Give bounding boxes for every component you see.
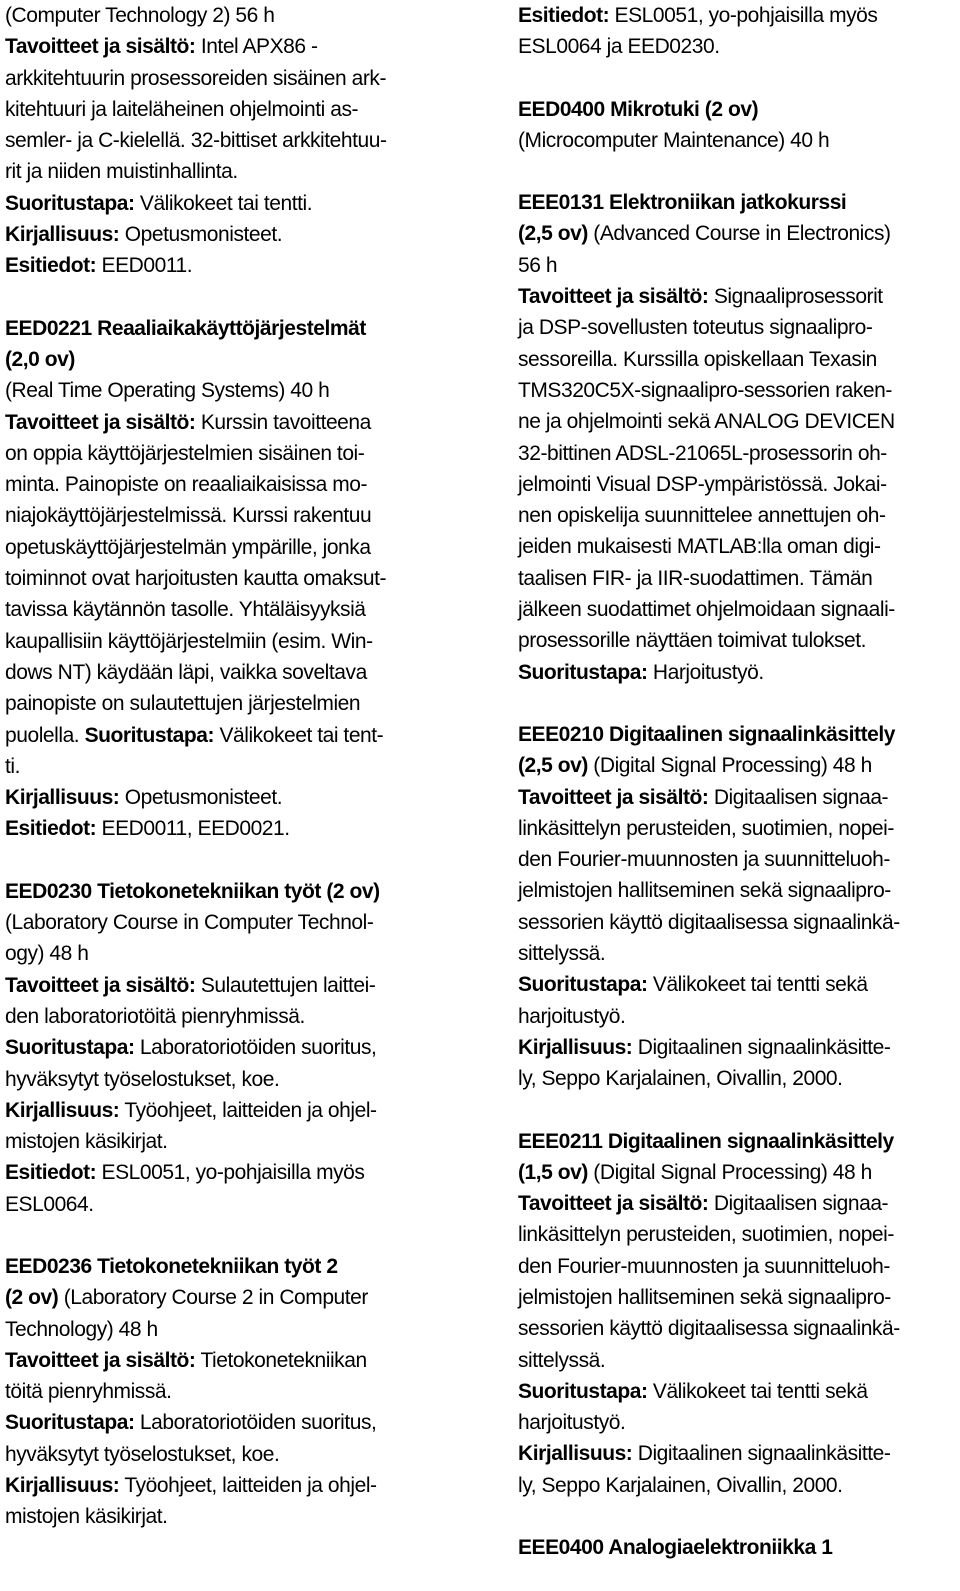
text-line: [5, 657, 430, 688]
right-column: [518, 0, 950, 1563]
text-line: [518, 594, 950, 625]
text-line: [5, 63, 430, 94]
bold-text: Tavoitteet ja sisältö:: [518, 785, 709, 809]
text-line: [518, 813, 950, 844]
text-line: [518, 1313, 950, 1344]
body-text: sessorien käyttö digitaalisessa signaalinkä-: [518, 910, 900, 934]
body-text: Digitaalinen signaalinkäsitte-: [632, 1442, 891, 1466]
text-line: [5, 688, 430, 719]
text-line: [518, 469, 950, 500]
text-line: [5, 156, 430, 187]
body-text: Välikokeet tai tent-: [214, 723, 384, 747]
body-text: TMS320C5X-signaalipro-sessorien raken-: [518, 378, 892, 402]
text-line: [518, 531, 950, 562]
body-text: Opetusmonisteet.: [119, 786, 283, 810]
body-text: den Fourier-muunnosten ja suunnitteluoh-: [518, 1254, 890, 1278]
course-entry: [518, 1126, 950, 1502]
text-line: [518, 281, 950, 312]
bold-text: EED0236 Tietokonetekniikan työt 2: [5, 1254, 338, 1278]
text-line: [5, 626, 430, 657]
text-line: [5, 94, 430, 125]
text-line: [5, 125, 430, 156]
body-text: kaupallisiin käyttöjärjestelmiin (esim. Win-: [5, 629, 373, 653]
body-text: Intel APX86 -: [195, 35, 318, 59]
text-line: [5, 907, 430, 938]
body-text: (Computer Technology 2) 56 h: [5, 4, 275, 27]
text-line: [518, 844, 950, 875]
body-text: Digitaalinen signaalinkäsitte-: [632, 1035, 891, 1059]
bold-text: Suoritustapa:: [518, 660, 648, 684]
text-line: [5, 594, 430, 625]
body-text: Harjoitustyö.: [647, 660, 764, 684]
text-line: [5, 720, 430, 751]
course-entry: [5, 313, 430, 845]
body-text: jälkeen suodattimet ohjelmoidaan signaali-: [518, 598, 895, 622]
text-line: [518, 875, 950, 906]
body-text: (Digital Signal Processing) 48 h: [587, 1160, 872, 1184]
text-line: [5, 344, 430, 375]
text-line: [518, 1376, 950, 1407]
body-text: ne ja ohjelmointi sekä ANALOG DEVICEN: [518, 410, 895, 434]
bold-text: Tavoitteet ja sisältö:: [518, 285, 709, 309]
text-line: [518, 1282, 950, 1313]
body-text: linkäsittelyn perusteiden, suotimien, nopei-: [518, 816, 894, 840]
text-line: [518, 125, 950, 156]
body-text: Digitaalisen signaa-: [708, 785, 889, 809]
text-line: [5, 0, 430, 31]
bold-text: EEE0131 Elektroniikan jatkokurssi: [518, 191, 847, 215]
body-text: mistojen käsikirjat.: [5, 1505, 168, 1529]
body-text: ESL0064.: [5, 1192, 94, 1216]
body-text: hyväksytyt työselostukset, koe.: [5, 1067, 280, 1091]
bold-text: EEE0400 Analogiaelektroniikka 1: [518, 1536, 833, 1560]
bold-text: Tavoitteet ja sisältö:: [518, 1192, 709, 1216]
body-text: tavissa käytännön tasolle. Yhtäläisyyksiä: [5, 598, 366, 622]
text-line: [5, 876, 430, 907]
body-text: kitehtuuri ja laiteläheinen ohjelmointi as-: [5, 97, 359, 121]
text-line: [518, 782, 950, 813]
body-text: Digitaalisen signaa-: [708, 1192, 889, 1216]
text-line: [518, 0, 950, 31]
text-line: [518, 250, 950, 281]
body-text: Opetusmonisteet.: [119, 223, 283, 247]
section-gap: [518, 156, 950, 187]
body-text: ly, Seppo Karjalainen, Oivallin, 2000.: [518, 1473, 843, 1497]
text-line: [518, 625, 950, 656]
text-line: [518, 438, 950, 469]
section-gap: [5, 1220, 430, 1251]
bold-text: Kirjallisuus:: [5, 1098, 120, 1122]
section-gap: [5, 282, 430, 313]
text-line: [518, 1532, 950, 1563]
body-text: Työohjeet, laitteiden ja ohjel-: [119, 1474, 377, 1498]
text-line: [5, 31, 430, 62]
course-entry: [518, 719, 950, 1095]
bold-text: (2,0 ov): [5, 347, 75, 371]
body-text: sittelyssä.: [518, 942, 606, 966]
bold-text: EED0230 Tietokonetekniikan työt (2 ov): [5, 879, 380, 903]
section-gap: [518, 1501, 950, 1532]
text-line: [518, 750, 950, 781]
body-text: (Real Time Operating Systems) 40 h: [5, 379, 330, 403]
bold-text: (2,5 ov): [518, 222, 588, 246]
text-line: [518, 187, 950, 218]
body-text: puolella.: [5, 723, 85, 747]
body-text: taalisen FIR- ja IIR-suodattimen. Tämän: [518, 566, 873, 590]
text-line: [5, 532, 430, 563]
body-text: den laboratoriotöitä pienryhmissä.: [5, 1004, 305, 1028]
body-text: 56 h: [518, 253, 558, 277]
course-entry: [518, 94, 950, 157]
body-text: toiminnot ovat harjoitusten kautta omaksut-: [5, 567, 387, 591]
bold-text: Tavoitteet ja sisältö:: [5, 973, 196, 997]
body-text: (Advanced Course in Electronics): [587, 222, 891, 246]
body-text: painopiste on sulautettujen järjestelmien: [5, 692, 361, 716]
text-line: [518, 1470, 950, 1501]
text-line: [5, 438, 430, 469]
body-text: on oppia käyttöjärjestelmien sisäinen toi-: [5, 441, 365, 465]
bold-text: Esitiedot:: [518, 4, 610, 27]
text-line: [518, 1157, 950, 1188]
text-line: [5, 1126, 430, 1157]
bold-text: Suoritustapa:: [5, 1411, 135, 1435]
body-text: EED0011.: [96, 254, 193, 278]
body-text: jelmointi Visual DSP-ympäristössä. Jokai-: [518, 472, 887, 496]
bold-text: (2,5 ov): [518, 754, 588, 778]
section-gap: [518, 688, 950, 719]
body-text: (Microcomputer Maintenance) 40 h: [518, 128, 830, 152]
text-line: [5, 469, 430, 500]
body-text: (Laboratory Course in Computer Technol-: [5, 911, 374, 935]
bold-text: Tavoitteet ja sisältö:: [5, 1348, 196, 1372]
text-line: [5, 813, 430, 844]
text-line: [5, 1376, 430, 1407]
bold-text: EED0221 Reaaliaikakäyttöjärjestelmät: [5, 316, 366, 340]
body-text: (Digital Signal Processing) 48 h: [587, 754, 872, 778]
text-line: [518, 563, 950, 594]
body-text: 32-bittinen ADSL-21065L-prosessorin oh-: [518, 441, 887, 465]
text-line: [5, 407, 430, 438]
body-text: Technology) 48 h: [5, 1317, 158, 1341]
bold-text: (1,5 ov): [518, 1160, 588, 1184]
bold-text: Kirjallisuus:: [518, 1035, 633, 1059]
text-line: [518, 31, 950, 62]
text-line: [518, 719, 950, 750]
body-text: Signaaliprosessorit: [708, 285, 883, 309]
body-text: Välikokeet tai tentti.: [134, 191, 313, 215]
text-line: [5, 782, 430, 813]
text-line: [518, 1438, 950, 1469]
text-line: [518, 1345, 950, 1376]
text-line: [5, 938, 430, 969]
body-text: prosessorille näyttäen toimivat tulokset.: [518, 629, 867, 653]
text-line: [518, 938, 950, 969]
bold-text: EEE0211 Digitaalinen signaalinkäsittely: [518, 1129, 894, 1153]
section-gap: [518, 1095, 950, 1126]
body-text: Sulautettujen laittei-: [195, 973, 376, 997]
body-text: ESL0064 ja EED0230.: [518, 35, 720, 59]
body-text: harjoitustyö.: [518, 1411, 626, 1435]
text-line: [5, 500, 430, 531]
course-entry: [518, 187, 950, 688]
text-line: [518, 1063, 950, 1094]
bold-text: Suoritustapa:: [518, 1379, 648, 1403]
text-line: [518, 657, 950, 688]
text-line: [518, 1001, 950, 1032]
body-text: opetuskäyttöjärjestelmän ympärille, jonka: [5, 535, 371, 559]
body-text: EED0011, EED0021.: [96, 817, 290, 841]
bold-text: Kirjallisuus:: [5, 1474, 120, 1498]
text-line: [5, 1157, 430, 1188]
body-text: linkäsittelyn perusteiden, suotimien, nopei-: [518, 1223, 894, 1247]
text-line: [5, 219, 430, 250]
body-text: minta. Painopiste on reaaliaikaisissa mo-: [5, 473, 368, 497]
course-entry: [5, 1251, 430, 1533]
body-text: ja DSP-sovellusten toteutus signaalipro-: [518, 316, 873, 340]
body-text: niajokäyttöjärjestelmissä. Kurssi rakentuu: [5, 504, 372, 528]
text-line: [518, 1188, 950, 1219]
body-text: den Fourier-muunnosten ja suunnitteluoh-: [518, 848, 890, 872]
left-column: [5, 0, 430, 1533]
body-text: ly, Seppo Karjalainen, Oivallin, 2000.: [518, 1067, 843, 1091]
text-line: [5, 1345, 430, 1376]
section-gap: [5, 845, 430, 876]
body-text: arkkitehtuurin prosessoreiden sisäinen ark-: [5, 66, 387, 90]
text-line: [518, 375, 950, 406]
course-entry: [5, 876, 430, 1220]
body-text: Työohjeet, laitteiden ja ohjel-: [119, 1098, 377, 1122]
text-line: [5, 1001, 430, 1032]
body-text: harjoitustyö.: [518, 1004, 626, 1028]
body-text: jelmistojen hallitseminen sekä signaalipro-: [518, 1285, 891, 1309]
body-text: sessorien käyttö digitaalisessa signaalinkä-: [518, 1317, 900, 1341]
bold-text: Esitiedot:: [5, 254, 97, 278]
text-line: [5, 313, 430, 344]
text-line: [5, 1439, 430, 1470]
body-text: Välikokeet tai tentti sekä: [647, 1379, 868, 1403]
text-line: [518, 969, 950, 1000]
body-text: (Laboratory Course 2 in Computer: [58, 1286, 368, 1310]
course-entry: [5, 0, 430, 282]
text-line: [5, 970, 430, 1001]
body-text: jelmistojen hallitseminen sekä signaalipro-: [518, 879, 891, 903]
text-line: [5, 1032, 430, 1063]
text-line: [518, 94, 950, 125]
body-text: ESL0051, yo-pohjaisilla myös: [96, 1161, 365, 1185]
text-line: [518, 907, 950, 938]
body-text: sessoreilla. Kurssilla opiskellaan Texasin: [518, 347, 877, 371]
text-line: [5, 1407, 430, 1438]
body-text: hyväksytyt työselostukset, koe.: [5, 1442, 280, 1466]
text-line: [5, 1064, 430, 1095]
bold-text: Kirjallisuus:: [5, 223, 120, 247]
text-line: [518, 1126, 950, 1157]
bold-text: Tavoitteet ja sisältö:: [5, 410, 196, 434]
body-text: dows NT) käydään läpi, vaikka soveltava: [5, 660, 367, 684]
body-text: ogy) 48 h: [5, 942, 89, 966]
text-line: [5, 375, 430, 406]
text-line: [5, 1251, 430, 1282]
body-text: rit ja niiden muistinhallinta.: [5, 160, 238, 184]
text-line: [5, 250, 430, 281]
text-line: [518, 344, 950, 375]
section-gap: [518, 63, 950, 94]
body-text: Laboratoriotöiden suoritus,: [134, 1411, 377, 1435]
text-line: [5, 563, 430, 594]
text-line: [518, 406, 950, 437]
body-text: töitä pienryhmissä.: [5, 1380, 172, 1404]
body-text: Tietokonetekniikan: [195, 1348, 367, 1372]
body-text: semler- ja C-kielellä. 32-bittiset arkkitehtuu-: [5, 129, 387, 153]
text-line: [518, 1251, 950, 1282]
bold-text: Suoritustapa:: [5, 1036, 135, 1060]
bold-text: EED0400 Mikrotuki (2 ov): [518, 97, 759, 121]
text-line: [518, 1407, 950, 1438]
bold-text: Suoritustapa:: [5, 191, 135, 215]
text-line: [5, 1095, 430, 1126]
body-text: nen opiskelija suunnittelee annettujen oh-: [518, 504, 886, 528]
text-line: [518, 1032, 950, 1063]
text-line: [518, 218, 950, 249]
text-line: [5, 1470, 430, 1501]
body-text: sittelyssä.: [518, 1348, 606, 1372]
text-line: [5, 1189, 430, 1220]
text-line: [5, 751, 430, 782]
bold-text: Tavoitteet ja sisältö:: [5, 35, 196, 59]
bold-text: EEE0210 Digitaalinen signaalinkäsittely: [518, 722, 895, 746]
bold-text: Suoritustapa:: [518, 973, 648, 997]
body-text: mistojen käsikirjat.: [5, 1130, 168, 1154]
body-text: Laboratoriotöiden suoritus,: [134, 1036, 377, 1060]
body-text: Kurssin tavoitteena: [195, 410, 371, 434]
text-line: [5, 188, 430, 219]
text-line: [5, 1314, 430, 1345]
text-line: [518, 1219, 950, 1250]
text-line: [518, 312, 950, 343]
text-line: [5, 1282, 430, 1313]
bold-text: Kirjallisuus:: [5, 786, 120, 810]
text-line: [518, 500, 950, 531]
bold-text: Esitiedot:: [5, 1161, 97, 1185]
bold-text: (2 ov): [5, 1286, 59, 1310]
text-line: [5, 1501, 430, 1532]
bold-text: Kirjallisuus:: [518, 1442, 633, 1466]
body-text: jeiden mukaisesti MATLAB:lla oman digi-: [518, 535, 881, 559]
body-text: ESL0051, yo-pohjaisilla myös: [609, 4, 878, 27]
course-entry: [518, 1532, 950, 1563]
bold-text: Esitiedot:: [5, 817, 97, 841]
body-text: Välikokeet tai tentti sekä: [647, 973, 868, 997]
bold-text: Suoritustapa:: [84, 723, 215, 747]
body-text: ti.: [5, 754, 20, 778]
course-entry: [518, 0, 950, 63]
